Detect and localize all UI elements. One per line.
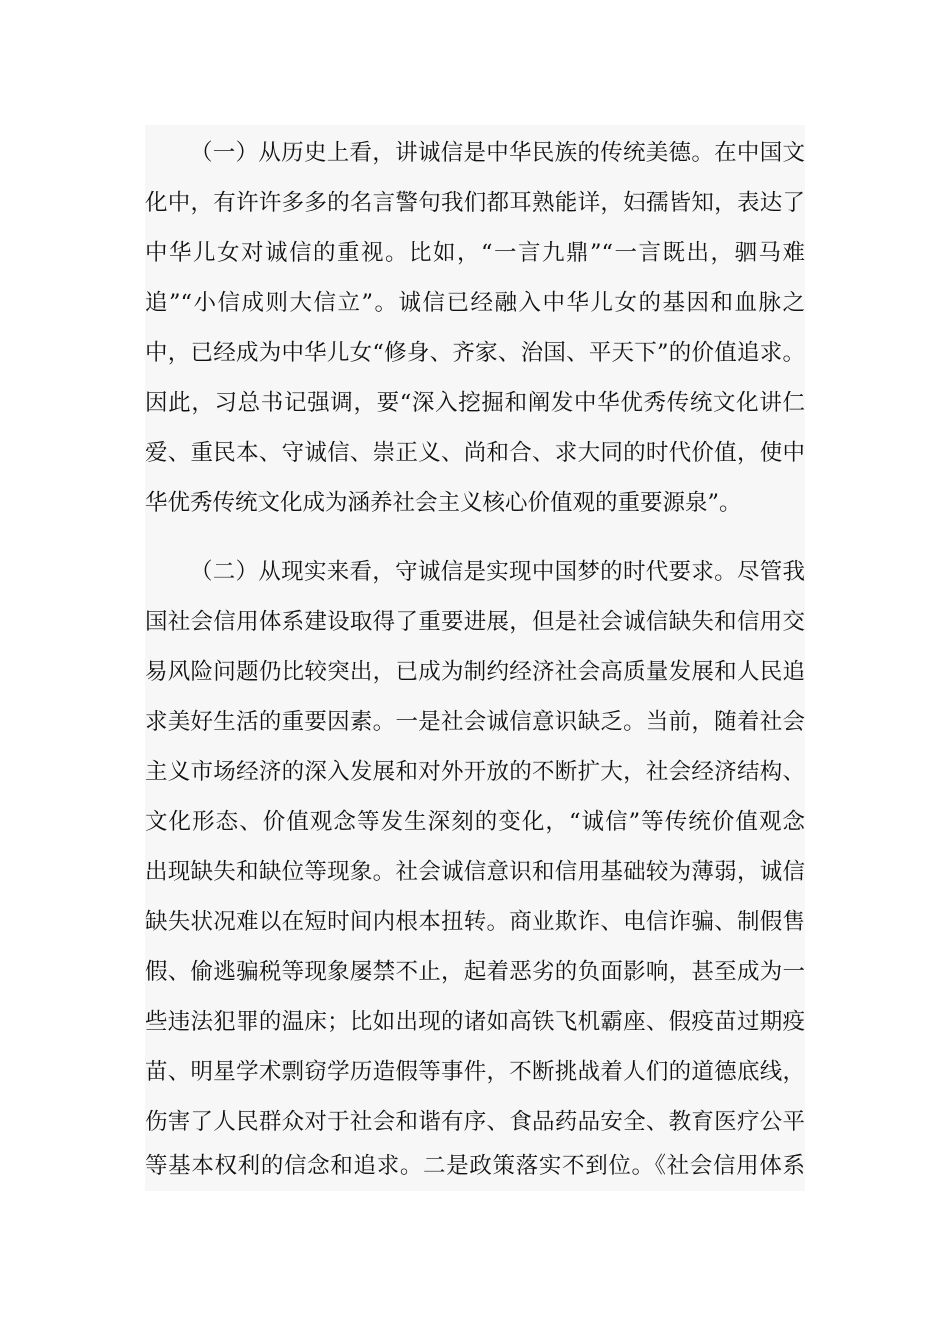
paragraph-2-line-3: 易风险问题仍比较突出，已成为制约经济社会高质量发展和人民追 [145,659,805,685]
paragraph-1-line-8: 华优秀传统文化成为涵养社会主义核心价值观的重要源泉”。 [145,490,742,516]
text-block [145,125,805,1191]
paragraph-2-line-12: 伤害了人民群众对于社会和谐有序、食品药品安全、教育医疗公平 [145,1109,805,1135]
paragraph-2-line-5: 主义市场经济的深入发展和对外开放的不断扩大，社会经济结构、 [145,759,805,785]
paragraph-2-line-13: 等基本权利的信念和追求。二是政策落实不到位。《社会信用体系 [145,1153,805,1179]
paragraph-2-line-4: 求美好生活的重要因素。一是社会诚信意识缺乏。当前，随着社会 [145,709,805,735]
paragraph-1-line-5: 中，已经成为中华儿女“修身、齐家、治国、平天下”的价值追求。 [145,340,805,366]
paragraph-2-line-6: 文化形态、价值观念等发生深刻的变化，“诚信”等传统价值观念 [145,809,805,835]
paragraph-1-line-6: 因此，习总书记强调，要“深入挖掘和阐发中华优秀传统文化讲仁 [145,390,805,416]
paragraph-2-line-10: 些违法犯罪的温床；比如出现的诸如高铁飞机霸座、假疫苗过期疫 [145,1009,805,1035]
paragraph-2-line-11: 苗、明星学术剽窃学历造假等事件，不断挑战着人们的道德底线， [145,1059,805,1085]
paragraph-1-line-1: （一）从历史上看，讲诚信是中华民族的传统美德。在中国文 [190,140,805,166]
paragraph-1-line-7: 爱、重民本、守诚信、崇正义、尚和合、求大同的时代价值，使中 [145,440,805,466]
paragraph-2-line-8: 缺失状况难以在短时间内根本扭转。商业欺诈、电信诈骗、制假售 [145,909,805,935]
paragraph-2-line-2: 国社会信用体系建设取得了重要进展，但是社会诚信缺失和信用交 [145,609,805,635]
paragraph-1-line-2: 化中，有许许多多的名言警句我们都耳熟能详，妇孺皆知，表达了 [145,190,805,216]
paragraph-2-line-7: 出现缺失和缺位等现象。社会诚信意识和信用基础较为薄弱，诚信 [145,859,805,885]
paragraph-1-line-4: 追”“小信成则大信立”。诚信已经融入中华儿女的基因和血脉之 [145,290,805,316]
paragraph-2-line-1: （二）从现实来看，守诚信是实现中国梦的时代要求。尽管我 [190,559,805,585]
paragraph-2-line-9: 假、偷逃骗税等现象屡禁不止，起着恶劣的负面影响，甚至成为一 [145,959,805,985]
paragraph-1-line-3: 中华儿女对诚信的重视。比如，“一言九鼎”“一言既出，驷马难 [145,240,805,266]
